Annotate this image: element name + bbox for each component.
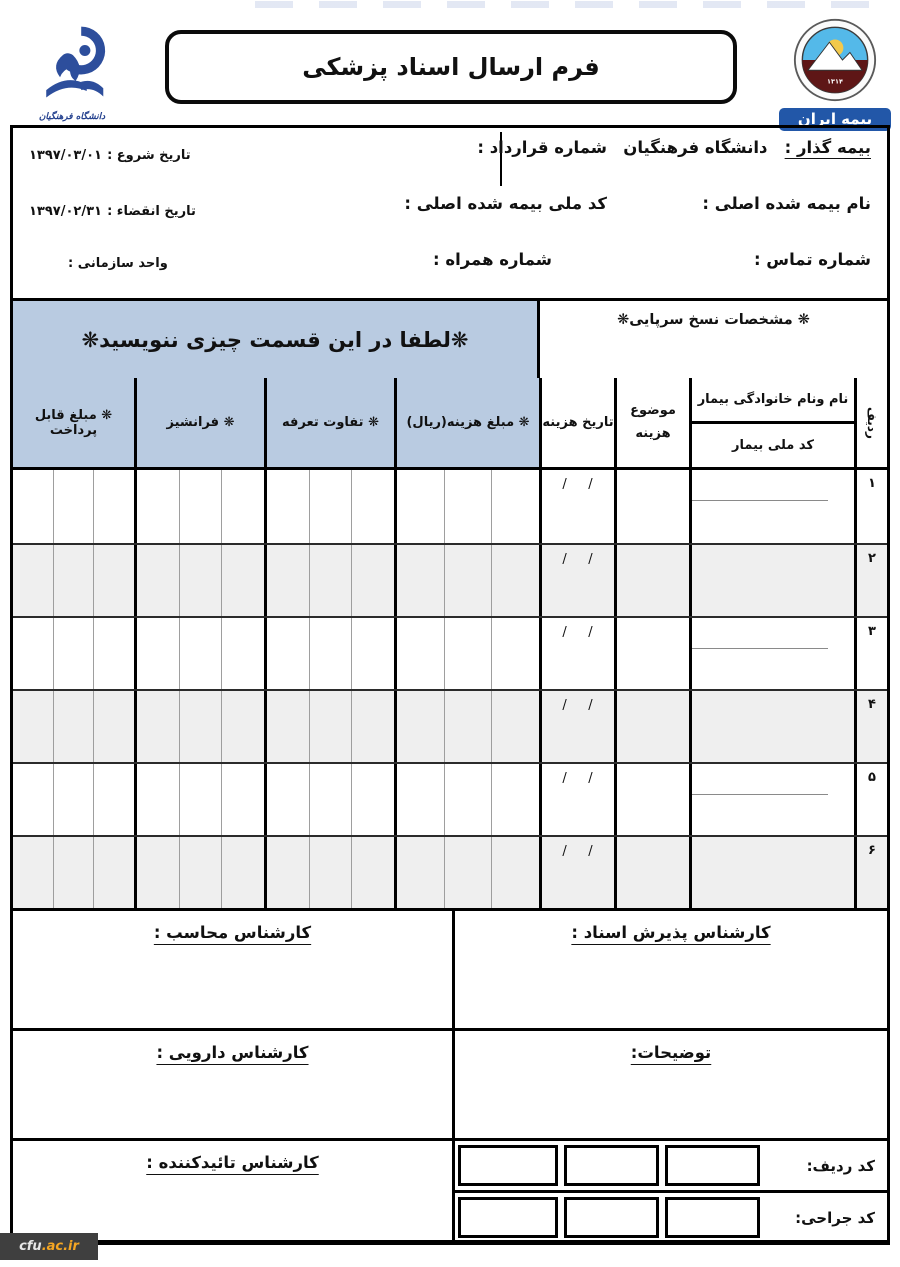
header-franchise: ❋ فرانشیز — [134, 378, 264, 467]
header-expense-subject-line2: هزینه — [635, 425, 671, 441]
pharma-expert-label: کارشناس دارویی : — [156, 1043, 309, 1062]
docs-expert-label: کارشناس پذیرش اسناد : — [571, 923, 771, 942]
mobile-number-label: شماره همراه : — [433, 250, 552, 269]
table-row-3 — [13, 616, 887, 689]
row-code-label: کد ردیف: — [806, 1156, 875, 1175]
start-date-field — [29, 144, 191, 163]
tariff-cell — [264, 470, 394, 543]
notes-label: توضیحات: — [630, 1043, 712, 1062]
expense-date-cell: / / — [539, 764, 614, 835]
expense-subject-cell — [614, 470, 689, 543]
calc-expert-cell — [13, 911, 455, 1028]
table-body — [13, 470, 887, 908]
docs-expert-cell — [455, 911, 887, 1028]
payable-cell — [13, 545, 134, 616]
expense-date-cell: / / — [539, 470, 614, 543]
insurer-label: بیمه گذار : — [784, 138, 871, 157]
contract-number-label: شماره قرارداد : — [477, 138, 607, 157]
header-patient-code: کد ملی بیمار — [732, 438, 814, 453]
banner-section — [13, 298, 887, 378]
expense-subject-cell — [614, 837, 689, 908]
row-number: ۴ — [854, 691, 887, 762]
row-code-box-3 — [665, 1145, 760, 1186]
insurer-field — [623, 138, 871, 157]
start-date-value: ۱۳۹۷/۰۳/۰۱ — [29, 148, 102, 163]
amount-cell — [394, 691, 539, 762]
payable-cell — [13, 764, 134, 835]
surgery-code-label: کد جراحی: — [795, 1208, 875, 1227]
expiry-date-label: تاریخ انقضاء : — [107, 204, 196, 219]
contact-number-label: شماره تماس : — [753, 250, 871, 269]
header-patient — [689, 378, 854, 467]
amount-cell — [394, 618, 539, 689]
info-fields-section — [13, 128, 887, 298]
patient-name-cell — [689, 618, 854, 689]
scan-artifact-dashes — [255, 1, 895, 8]
farhangian-logo-emblem — [22, 22, 122, 114]
header-tariff-difference: ❋ تفاوت تعرفه — [264, 378, 394, 467]
payable-cell — [13, 691, 134, 762]
approver-expert-cell — [13, 1141, 455, 1242]
table-row-1 — [13, 470, 887, 543]
codes-grid — [455, 1141, 887, 1242]
table-row-5 — [13, 762, 887, 835]
expiry-date-field — [29, 200, 196, 219]
form-title-box — [165, 30, 737, 104]
row-number: ۵ — [854, 764, 887, 835]
payable-cell — [13, 837, 134, 908]
header-row-number: ردیف — [854, 378, 887, 467]
iran-insurance-emblem — [793, 18, 877, 102]
insurance-founding-year: ۱۳۱۴ — [827, 77, 843, 86]
tariff-cell — [264, 691, 394, 762]
form-body — [10, 125, 890, 1245]
franchise-cell — [134, 837, 264, 908]
iran-insurance-wordmark: بیمه ایران — [779, 108, 891, 131]
table-row-6 — [13, 835, 887, 908]
amount-cell — [394, 837, 539, 908]
experts-section-1 — [13, 908, 887, 1028]
expense-subject-cell — [614, 545, 689, 616]
org-unit-label: واحد سازمانی : — [68, 256, 168, 271]
expense-date-cell: / / — [539, 618, 614, 689]
patient-name-cell — [689, 545, 854, 616]
farhangian-university-logo — [18, 22, 126, 122]
amount-cell — [394, 764, 539, 835]
header-payable: ❋ مبلغ قابل پرداخت — [13, 378, 134, 467]
expiry-date-value: ۱۳۹۷/۰۲/۳۱ — [29, 204, 102, 219]
experts-section-3 — [13, 1138, 887, 1242]
franchise-cell — [134, 691, 264, 762]
surgery-code-box-1 — [458, 1197, 558, 1238]
surgery-code-row — [455, 1193, 887, 1242]
main-insured-code-label: کد ملی بیمه شده اصلی : — [404, 194, 607, 213]
expense-subject-cell — [614, 618, 689, 689]
expense-date-cell: / / — [539, 545, 614, 616]
expense-date-cell: / / — [539, 691, 614, 762]
table-row-2 — [13, 543, 887, 616]
payable-cell — [13, 470, 134, 543]
row-number: ۶ — [854, 837, 887, 908]
form-title: فرم ارسال اسناد پزشکی — [302, 53, 600, 81]
university-logo-caption: دانشگاه فرهنگیان — [38, 112, 106, 122]
row-number: ۱ — [854, 470, 887, 543]
franchise-cell — [134, 470, 264, 543]
amount-cell — [394, 545, 539, 616]
patient-name-cell — [689, 764, 854, 835]
notes-cell — [455, 1031, 887, 1138]
patient-name-cell — [689, 837, 854, 908]
row-code-box-1 — [458, 1145, 558, 1186]
amount-cell — [394, 470, 539, 543]
expense-subject-cell — [614, 691, 689, 762]
row-number: ۳ — [854, 618, 887, 689]
tariff-cell — [264, 764, 394, 835]
experts-section-2 — [13, 1028, 887, 1138]
main-insured-name-label: نام بیمه شده اصلی : — [702, 194, 871, 213]
insurer-value: دانشگاه فرهنگیان — [623, 138, 768, 157]
table-header-row — [13, 378, 887, 470]
header-expense-subject — [614, 378, 689, 467]
expense-date-cell: / / — [539, 837, 614, 908]
payable-cell — [13, 618, 134, 689]
header-patient-name: نام ونام خانوادگی بیمار — [692, 378, 854, 424]
franchise-cell — [134, 618, 264, 689]
row-number: ۲ — [854, 545, 887, 616]
tariff-cell — [264, 837, 394, 908]
do-not-write-banner: ❋لطفا در این قسمت چیزی ننویسید❋ — [13, 301, 540, 378]
watermark-suffix: .ac.ir — [41, 1239, 79, 1254]
row-code-row — [455, 1141, 887, 1193]
iran-insurance-logo — [778, 18, 892, 131]
tariff-cell — [264, 618, 394, 689]
watermark-prefix: cfu — [19, 1239, 42, 1254]
pharma-expert-cell — [13, 1031, 455, 1138]
start-date-label: تاریخ شروع : — [107, 148, 191, 163]
expense-subject-cell — [614, 764, 689, 835]
site-watermark — [0, 1233, 98, 1260]
tariff-cell — [264, 545, 394, 616]
franchise-cell — [134, 545, 264, 616]
surgery-code-box-2 — [564, 1197, 659, 1238]
franchise-cell — [134, 764, 264, 835]
patient-name-cell — [689, 691, 854, 762]
outpatient-prescriptions-title: ❋ مشخصات نسخ سرپایی❋ — [617, 312, 810, 328]
row-code-box-2 — [564, 1145, 659, 1186]
calc-expert-label: کارشناس محاسب : — [153, 923, 312, 942]
approver-expert-label: کارشناس تائیدکننده : — [146, 1153, 319, 1172]
surgery-code-box-3 — [665, 1197, 760, 1238]
header-expense-subject-line1: موضوع — [630, 403, 676, 419]
patient-name-cell — [689, 470, 854, 543]
table-row-4 — [13, 689, 887, 762]
header-expense-amount: ❋ مبلغ هزینه(ریال) — [394, 378, 539, 467]
header-expense-date: تاریخ هزینه — [539, 378, 614, 467]
